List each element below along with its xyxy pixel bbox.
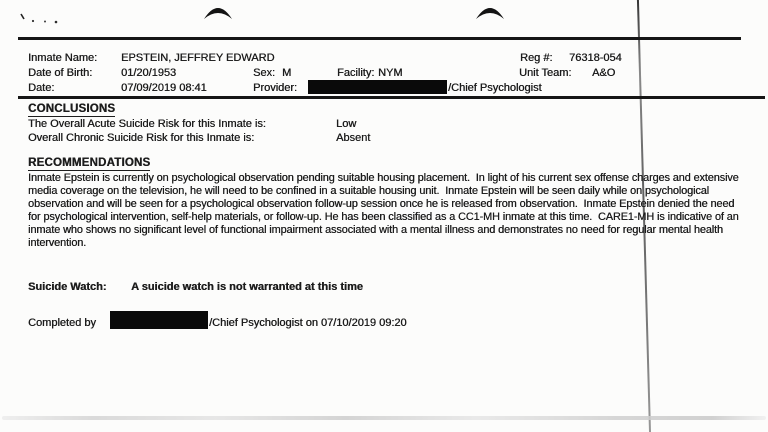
dob-label: Date of Birth: — [28, 67, 93, 79]
punch-hole-arc-icon — [474, 4, 506, 22]
scan-speckle-marks — [18, 12, 68, 28]
reg-number-label: Reg #: — [520, 52, 553, 64]
chronic-risk-value: Absent — [336, 132, 371, 144]
header-top-rule — [18, 37, 741, 40]
punch-hole-arc-icon — [202, 4, 234, 22]
facility-label: Facility: — [337, 67, 375, 79]
reg-number-value: 76318-054 — [569, 52, 622, 64]
recommendations-heading: RECOMMENDATIONS — [28, 157, 151, 169]
header-bottom-rule — [18, 96, 765, 99]
provider-name-redaction — [308, 80, 447, 94]
chronic-risk-label: Overall Chronic Suicide Risk for this Inmate is: — [28, 132, 255, 144]
completed-by-name-redaction — [110, 311, 208, 329]
sex-label: Sex: — [253, 67, 276, 79]
dob-value: 01/20/1953 — [121, 67, 177, 79]
inmate-name-label: Inmate Name: — [28, 52, 98, 64]
sex-value: M — [282, 67, 292, 79]
completed-by-prefix: Completed by — [28, 317, 96, 329]
inmate-name-value: EPSTEIN, JEFFREY EDWARD — [121, 52, 275, 64]
facility-value: NYM — [378, 67, 403, 79]
unit-team-value: A&O — [592, 67, 616, 79]
recommendations-body: Inmate Epstein is currently on psychological observation pending suitable housing placement. In light of his current sex offense charges and extensive media coverage on the television, he will need to be confined in a suitable housing unit. Inmate Epstein will be seen daily while on psychological observation and will be seen for a psychological observation follow-up session once he is released from observation. Inmate Epstein denied the need for psychological intervention, self-help materials, or follow-up. He has been classified as a CC1-MH inmate at this time. CARE1-MH is indicative of an inmate who shows no significant level of functional impairment associated with a mental illness and demonstrates no need for regular mental health intervention. — [28, 172, 742, 250]
provider-title-suffix: /Chief Psychologist — [448, 82, 542, 94]
report-date-label: Date: — [28, 82, 55, 94]
completed-by-suffix: /Chief Psychologist on 07/10/2019 09:20 — [209, 317, 407, 329]
bottom-scan-artifact — [2, 416, 766, 420]
conclusions-heading: CONCLUSIONS — [28, 103, 116, 115]
suicide-watch-value: A suicide watch is not warranted at this time — [131, 281, 363, 293]
report-date-value: 07/09/2019 08:41 — [121, 82, 207, 94]
suicide-watch-label: Suicide Watch: — [28, 281, 107, 293]
acute-risk-value: Low — [336, 118, 357, 130]
provider-label: Provider: — [253, 82, 298, 94]
acute-risk-label: The Overall Acute Suicide Risk for this Inmate is: — [28, 118, 266, 130]
unit-team-label: Unit Team: — [519, 67, 572, 79]
